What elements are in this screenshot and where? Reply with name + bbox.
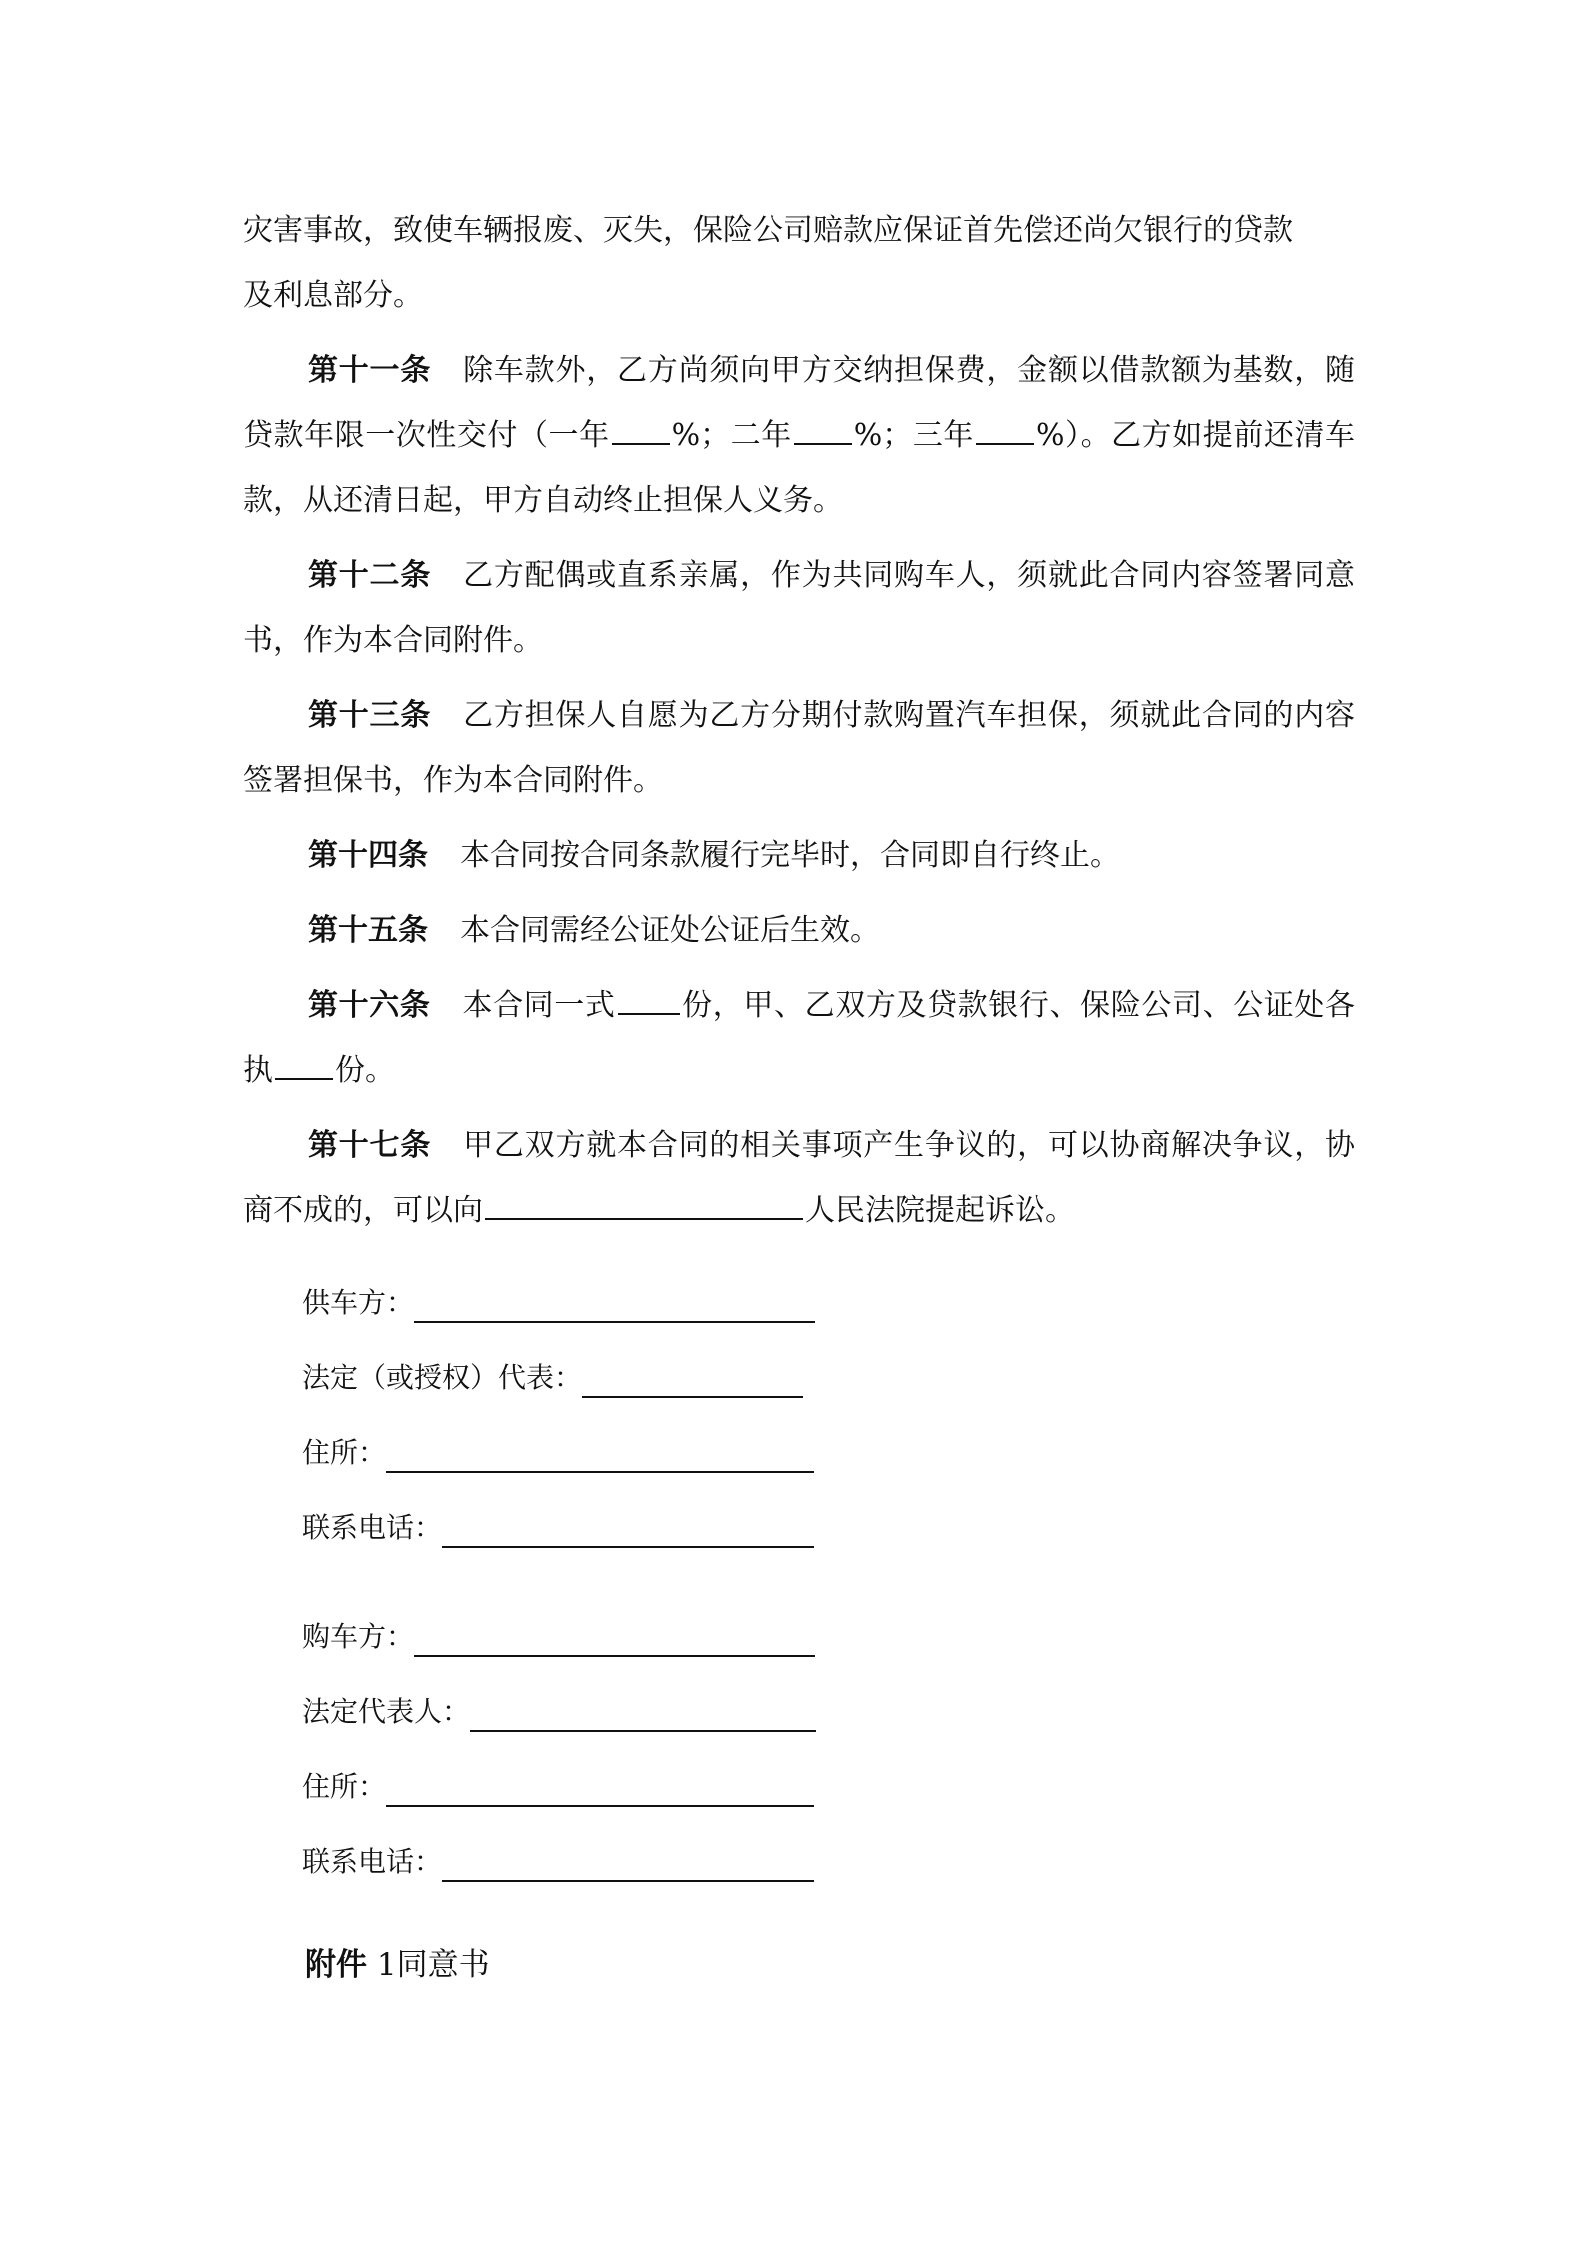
buyer-address-field[interactable] xyxy=(386,1777,814,1807)
buyer-party-field[interactable] xyxy=(414,1627,815,1657)
supplier-address-label: 住所： xyxy=(302,1436,387,1469)
intro-paragraph xyxy=(243,198,1355,328)
article-13-title: 第十三条 xyxy=(308,698,432,733)
article-17-text-a: 甲乙双方就本合同的相关事项产生争议的，可以协商解决争议，协商不成的，可以向 xyxy=(243,1128,1355,1228)
article-16 xyxy=(243,973,1355,1103)
buyer-rep-row xyxy=(302,1692,816,1732)
article-11-text-d: %）。乙方如提前还清车款，从还清日起，甲方自动终止担保人义务。 xyxy=(243,418,1355,518)
article-16-text-b: 份，甲、乙双方及贷款银行、保险公司、公证处各执 xyxy=(243,988,1356,1088)
supplier-rep-field[interactable] xyxy=(582,1368,803,1398)
annex-number: 1 xyxy=(376,1947,397,1983)
supplier-rep-label: 法定（或授权）代表： xyxy=(302,1361,583,1394)
buyer-address-row xyxy=(302,1767,814,1807)
article-11-text-c: %；三年 xyxy=(853,418,974,453)
buyer-party-row xyxy=(302,1617,815,1657)
article-14-text: 本合同按合同条款履行完毕时，合同即自行终止。 xyxy=(460,838,1120,873)
blank-copies-each xyxy=(275,1077,333,1080)
article-12-title: 第十二条 xyxy=(308,558,432,593)
buyer-phone-row xyxy=(302,1842,814,1882)
supplier-phone-label: 联系电话： xyxy=(302,1511,443,1544)
supplier-party-label: 供车方： xyxy=(302,1286,415,1319)
article-15 xyxy=(243,898,1355,963)
supplier-phone-field[interactable] xyxy=(442,1518,814,1548)
article-12 xyxy=(243,543,1355,673)
article-17-title: 第十七条 xyxy=(308,1128,432,1163)
article-14 xyxy=(243,823,1355,888)
article-11 xyxy=(243,338,1355,533)
buyer-party-label: 购车方： xyxy=(302,1620,415,1653)
annex-name: 同意书 xyxy=(396,1947,490,1983)
blank-court-name xyxy=(485,1217,803,1220)
intro-line-2: 及利息部分。 xyxy=(243,278,423,313)
article-11-text-b: %；二年 xyxy=(671,418,792,453)
article-15-text: 本合同需经公证处公证后生效。 xyxy=(460,913,880,948)
article-17-text-b: 人民法院提起诉讼。 xyxy=(805,1193,1075,1228)
annex-heading xyxy=(305,1943,490,1987)
article-11-title: 第十一条 xyxy=(308,353,432,388)
annex-label: 附件 xyxy=(305,1947,367,1983)
supplier-address-field[interactable] xyxy=(386,1443,814,1473)
buyer-address-label: 住所： xyxy=(302,1770,387,1803)
contract-body xyxy=(243,198,1355,1243)
article-16-text-c: 份。 xyxy=(335,1053,395,1088)
article-15-title: 第十五条 xyxy=(308,913,428,948)
blank-fee-year-3 xyxy=(976,442,1034,445)
supplier-party-row xyxy=(302,1283,815,1323)
article-14-title: 第十四条 xyxy=(308,838,428,873)
article-12-text: 乙方配偶或直系亲属，作为共同购车人，须就此合同内容签署同意书，作为本合同附件。 xyxy=(243,558,1355,658)
article-16-text-a: 本合同一式 xyxy=(462,988,616,1023)
blank-copies-total xyxy=(618,1012,680,1015)
buyer-phone-label: 联系电话： xyxy=(302,1845,443,1878)
blank-fee-year-2 xyxy=(794,442,852,445)
buyer-rep-label: 法定代表人： xyxy=(302,1695,471,1728)
supplier-party-field[interactable] xyxy=(414,1293,815,1323)
buyer-rep-field[interactable] xyxy=(470,1702,816,1732)
intro-line-1: 灾害事故，致使车辆报废、灭失，保险公司赔款应保证首先偿还尚欠银行的贷款 xyxy=(243,213,1293,248)
supplier-phone-row xyxy=(302,1508,814,1548)
supplier-rep-row xyxy=(302,1358,803,1398)
article-11-text-a: 除车款外，乙方尚须向甲方交纳担保费，金额以借款额为基数，随贷款年限一次性交付（一年 xyxy=(243,353,1355,453)
article-13 xyxy=(243,683,1355,813)
buyer-phone-field[interactable] xyxy=(442,1852,814,1882)
article-16-title: 第十六条 xyxy=(308,988,431,1023)
blank-fee-year-1 xyxy=(612,442,670,445)
supplier-address-row xyxy=(302,1433,814,1473)
article-13-text: 乙方担保人自愿为乙方分期付款购置汽车担保，须就此合同的内容签署担保书，作为本合同附件。 xyxy=(243,698,1355,798)
article-17 xyxy=(243,1113,1355,1243)
